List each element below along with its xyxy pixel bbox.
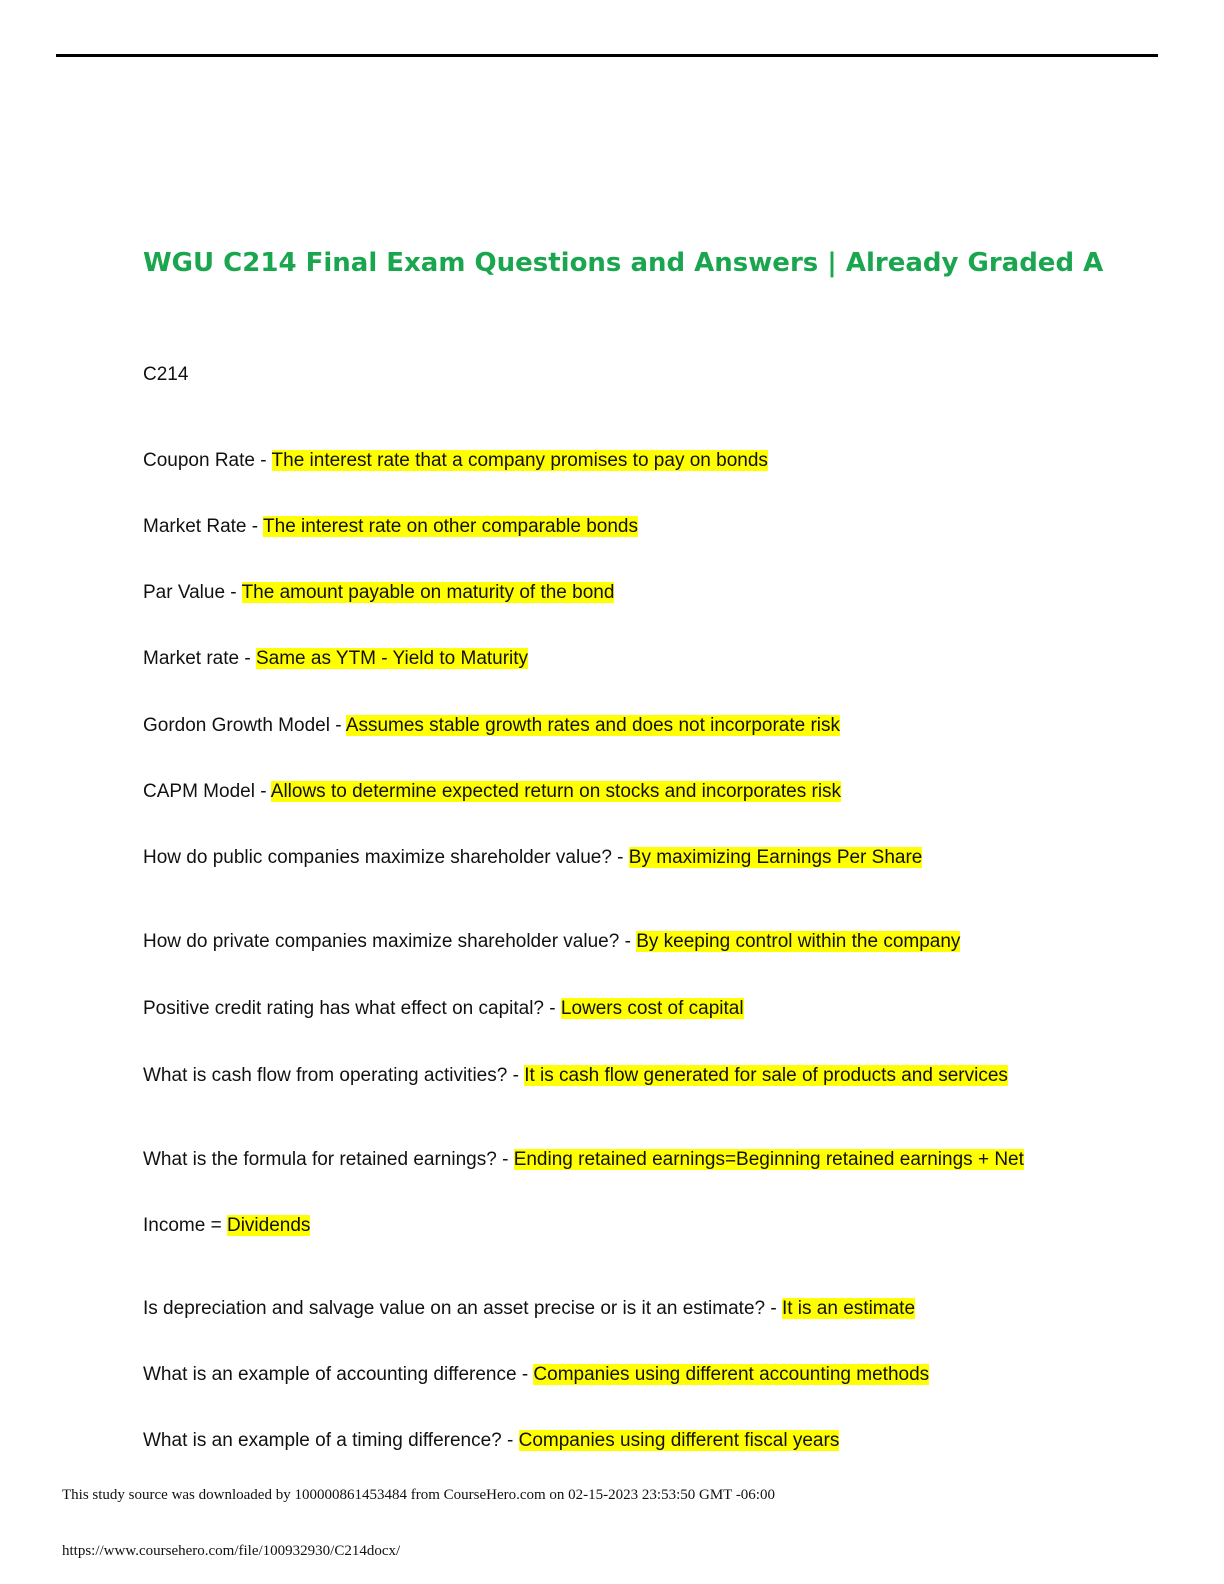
qa-question: What is an example of accounting difference -	[143, 1364, 534, 1385]
qa-answer: By maximizing Earnings Per Share	[628, 847, 923, 868]
qa-question: What is cash flow from operating activities? -	[143, 1065, 525, 1086]
qa-answer: Companies using different accounting methods	[533, 1364, 930, 1385]
qa-answer: The interest rate that a company promises to pay on bonds	[271, 450, 768, 471]
qa-answer: Assumes stable growth rates and does not incorporate risk	[345, 715, 841, 736]
qa-answer: The interest rate on other comparable bonds	[263, 516, 638, 537]
qa-item	[143, 580, 614, 606]
qa-item	[143, 713, 840, 739]
footer-source-line: This study source was downloaded by 100000861453484 from CourseHero.com on 02-15-2023 23:53:50 GMT -06:00	[62, 1487, 775, 1503]
footer-url[interactable]: https://www.coursehero.com/file/100932930/C214docx/	[62, 1543, 401, 1559]
qa-item	[143, 1428, 839, 1454]
qa-answer: By keeping control within the company	[636, 931, 961, 952]
qa-question: How do private companies maximize shareholder value? -	[143, 931, 637, 952]
qa-item	[143, 845, 922, 871]
qa-answer: Dividends	[226, 1215, 311, 1236]
qa-item	[143, 646, 528, 672]
qa-question: What is an example of a timing difference? -	[143, 1430, 519, 1451]
qa-question: Is depreciation and salvage value on an asset precise or is it an estimate? -	[143, 1298, 782, 1319]
qa-item	[143, 448, 768, 474]
qa-item	[143, 996, 744, 1022]
qa-answer: It is cash flow generated for sale of products and services	[524, 1065, 1008, 1086]
qa-answer: Lowers cost of capital	[560, 998, 744, 1019]
qa-answer: It is an estimate	[781, 1298, 916, 1319]
qa-question: How do public companies maximize shareholder value? -	[143, 847, 629, 868]
qa-answer: Companies using different fiscal years	[518, 1430, 840, 1451]
qa-item	[143, 1147, 1024, 1173]
qa-item	[143, 1362, 929, 1388]
qa-question: Coupon Rate -	[143, 450, 272, 471]
qa-item	[143, 929, 960, 955]
qa-question: Market rate -	[143, 648, 256, 669]
course-code: C214	[143, 364, 189, 385]
qa-question: Par Value -	[143, 582, 242, 603]
qa-item	[143, 779, 841, 805]
qa-answer: Allows to determine expected return on stocks and incorporates risk	[270, 781, 842, 802]
top-rule	[56, 54, 1158, 57]
qa-question: Income =	[143, 1215, 227, 1236]
qa-answer: The amount payable on maturity of the bond	[241, 582, 615, 603]
qa-question: What is the formula for retained earnings? -	[143, 1149, 514, 1170]
qa-item	[143, 514, 638, 540]
qa-question: Market Rate -	[143, 516, 264, 537]
qa-answer: Same as YTM - Yield to Maturity	[255, 648, 529, 669]
qa-question: Gordon Growth Model -	[143, 715, 346, 736]
qa-question: CAPM Model -	[143, 781, 271, 802]
qa-item	[143, 1296, 915, 1322]
qa-question: Positive credit rating has what effect on capital? -	[143, 998, 561, 1019]
qa-item	[143, 1063, 1008, 1089]
document-title: WGU C214 Final Exam Questions and Answers | Already Graded A	[143, 248, 1104, 278]
qa-answer: Ending retained earnings=Beginning retained earnings + Net	[513, 1149, 1024, 1170]
qa-item	[143, 1213, 310, 1239]
